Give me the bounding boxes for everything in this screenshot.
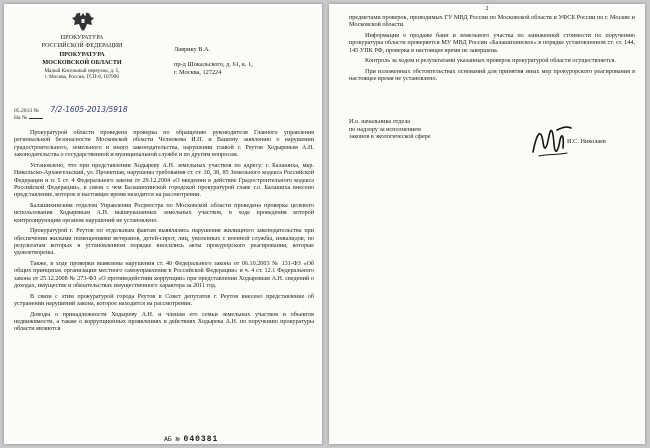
reference-on-line (14, 115, 43, 121)
stamp-series: АБ № (164, 436, 180, 443)
stamp-number: 040381 (183, 435, 219, 444)
double-headed-eagle-icon (70, 10, 96, 32)
header-org-line: ПРОКУРАТУРА (60, 34, 104, 41)
handwritten-reference-number: 7/2-1605-2013/5918 (50, 105, 128, 114)
body-paragraph: Прокуратурой г. Реутов по отдельным фактам выявлялись нарушения жилищного законодательства при обеспечении жилыми помещениями ветеранов, детей-сирот, лиц, уволенных с военной службы, инвалидов, по результатам которых в установленном порядке вносились акты прокурорского реагирования, которые удовлетворены. (14, 228, 314, 257)
body-paragraph: Установлено, что при представлении Ходыреву А.Н. земельных участков по адресу: г. Балашиха, мкр. Никольско-Архангельский, ул. Проектная, нарушены требования ст. ст. 30, 38, 85 Земельного кодекса Российской Федерации и п. 5 ст. 4 Федерального закона от 29.12.2004 «О введении в действие Градостроительного кодекса Российской Федерации», в связи с чем Балашихинской городской прокуратурой главе г.о. Балашиха внесено представление, которое в настоящее время находится на рассмотрении. (14, 162, 314, 199)
header-address-line: г. Москва, Россия, ГСП-6, 107996 (45, 74, 119, 81)
reference-on-blank (29, 118, 43, 119)
reference-date: 05.2013 (14, 108, 33, 114)
reference-line (14, 105, 128, 114)
letter-body (14, 130, 314, 337)
header-address (12, 68, 152, 80)
letter-page-1 (4, 4, 322, 444)
body-paragraph: Также, в ходе проверки выявлены нарушения ст. 40 Федерального закона от 06.10.2003 № 131-ФЗ «Об общих принципах организации местного самоуправления в Российской Федерации» и ч. 4 ст. 12.1 Федерального закона от 25.12.2008 № 273-ФЗ «О противодействии коррупции» при представлении Ходыревым А.Н. сведений о доходах, имуществе и обязательствах имущественного характера за 2011 год. (14, 260, 314, 290)
addressee-address-line: г. Москва, 127224 (174, 68, 222, 76)
body-paragraph: Балашихинским отделом Управления Росреестра по Московской области проведена проверка целевого использования Ходыревым А.Н. вышеуказанных земельных участков, в ходе проведения которой контролирующим органом нарушений не установлено. (14, 202, 314, 224)
addressee-address (174, 61, 253, 77)
signatory-position-line: по надзору за исполнением (349, 125, 421, 133)
header-bold-line: ПРОКУРАТУРА (59, 51, 105, 58)
header-address-line: Малый Кисельный переулок, д. 5, (44, 68, 120, 74)
letter-body-continued (349, 14, 635, 86)
header-regional-office (12, 51, 152, 66)
signatory-name: И.С. Николаев (567, 138, 606, 145)
form-serial-stamp (164, 435, 218, 444)
signatory-position-line: законов в экологической сфере (349, 133, 431, 140)
page-number: 2 (485, 6, 489, 12)
body-paragraph: Контроль за ходом и результатами указанных проверок прокуратурой области осуществляется. (365, 57, 616, 65)
addressee-address-line: пр-д Шокальского, д. 61, к. 1, (174, 61, 253, 68)
body-paragraph: В связи с этим прокуратурой города Реутов в Совет депутатов г. Реутов внесено представление об устранении нарушений закона, которое находится на рассмотрении. (14, 293, 314, 307)
addressee-name: Лаврику В.А. (174, 46, 211, 53)
body-paragraph: Информация о продаже бани и земельного участка по заниженной стоимости по поручению прокуратуры области проверяется МУ МВД России «Балашихинское» в порядке установленном ст. ст. 144, 145 УПК РФ, проверка в настоящее время не завершена. (349, 31, 635, 54)
body-paragraph: Прокуратурой области проведена проверка по обращению руководителя Главного управления региональной безопасности Московской области Челнокова И.П. и Вашему заявлению о нарушении градостроительного, земельного и иного законодательства, нарушении главой г. Реутов Ходыревым А.Н. законодательства о государственной и муниципальной службе и по другим вопросам. (14, 130, 314, 159)
reference-on-label: На № (14, 115, 28, 121)
reference-number-prefix: № (33, 108, 39, 114)
header-org-line: РОССИЙСКОЙ ФЕДЕРАЦИИ (41, 41, 123, 49)
body-paragraph: Доводы о принадлежности Ходыреву А.Н. и членам его семьи земельных участков и объектов недвижимости, а также о коррупционных проявлениях в действиях Ходырева А.Н. по поручению прокуратуры области являются (14, 311, 314, 333)
body-paragraph: предметами проверок, проводимых ГУ МВД России по Московской области и УФСБ России по г. Москве и Московской области. (349, 14, 635, 29)
header-bold-line: МОСКОВСКОЙ ОБЛАСТИ (42, 58, 122, 66)
signatory-position (349, 118, 431, 141)
header-organization (12, 34, 152, 49)
body-paragraph: При изложенных обстоятельствах оснований для принятия иных мер прокурорского реагирования в настоящее время не установлено. (349, 67, 635, 83)
letter-page-2 (329, 4, 645, 444)
signatory-position-line: И.о. начальника отдела (349, 118, 411, 125)
